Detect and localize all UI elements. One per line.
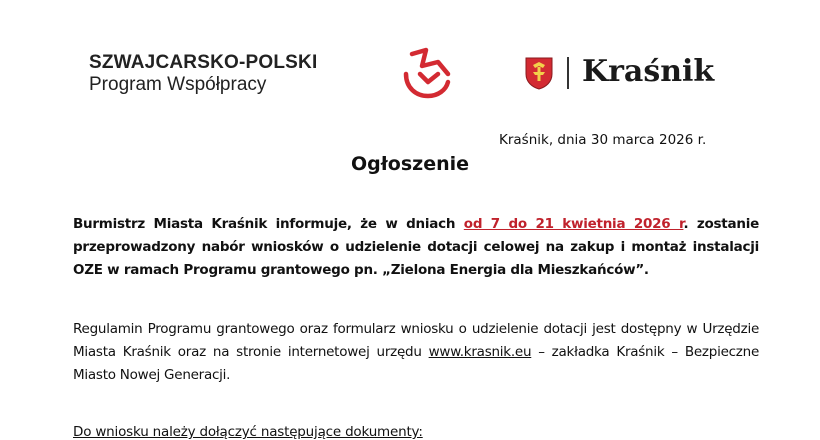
regulations-paragraph [73,318,759,387]
announcement-paragraph [73,213,759,282]
announcement-details: . zostanie przeprowadzony nabór wniosków o udzielenie dotacji celowej na zakup i montaż instalacji OZE w ramach Programu grantowego pn. „Zielona Energia dla Mieszkańców”. [73,216,759,278]
required-documents-heading: Do wniosku należy dołączyć następujące dokumenty: [73,424,423,440]
swiss-polish-program-logo [89,52,317,96]
city-logo-text: Kraśnik [582,54,715,89]
recruitment-dates: od 7 do 21 kwietnia 2026 r [463,216,684,232]
swiss-cooperation-emblem-icon [398,44,456,102]
announcement-intro: Burmistrz Miasta Kraśnik informuje, że w dniach [73,216,464,232]
regulations-tab: – zakładka Kraśnik – Bezpieczne Miasto Nowej Generacji. [73,344,759,383]
regulations-intro: Regulamin Programu grantowego oraz formularz wniosku o udzielenie dotacji jest dostępny w Urzędzie Miasta Kraśnik oraz na stronie internetowej urzędu [73,321,759,360]
program-line1: SZWAJCARSKO-POLSKI [89,52,318,73]
document-title: Ogłoszenie [350,153,470,175]
program-line2: Program Współpracy [89,74,267,95]
krasnik-crest-icon [524,56,554,90]
document-date: Kraśnik, dnia 30 marca 2026 r. [499,132,707,148]
website-link[interactable]: www.krasnik.eu [428,344,532,360]
logo-separator [567,57,569,89]
